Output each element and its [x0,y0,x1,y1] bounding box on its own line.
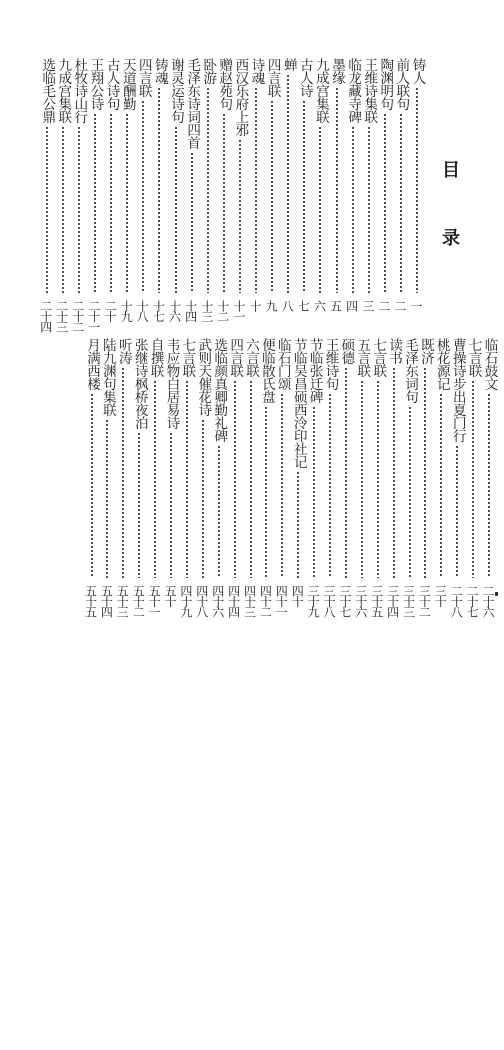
toc-entry-page: 三十八 [322,585,336,617]
toc-entry-title: 天道酬勤 [119,58,136,110]
toc-entry-title: 读书 [386,338,403,364]
toc-entry-page: 十八 [135,300,150,321]
toc-entry-title: 王维诗句 [322,338,339,390]
toc-entry-title: 临石鼓文 [481,338,498,390]
toc-entry-page: 十三 [199,300,214,321]
page-speck [495,592,498,596]
toc-entry-page: 十四 [183,300,198,321]
leader-dots [185,380,189,578]
leader-dots [328,393,332,578]
leader-dots [392,367,396,578]
toc-entry-page: 三十五 [369,585,384,617]
toc-entry-title: 墨缘 [329,58,345,84]
toc-entry-title: 赠赵苑句 [216,58,233,110]
toc-entry-title: 桃花源记 [433,338,450,390]
toc-entry-page: 二十三 [54,300,69,332]
leader-dots [471,380,475,578]
toc-entry-title: 硕德 [338,338,355,364]
toc-entry-title: 前人联句 [393,58,410,110]
toc-entry-page: 五 [328,300,343,311]
leader-dots [169,432,173,578]
toc-entry-title: 诗魂 [248,58,265,84]
toc-entry-page: 二十一 [87,300,101,332]
toc-entry-page: 三十六 [353,585,368,617]
leader-dots [415,87,419,293]
leader-dots [141,100,145,293]
toc-entry-title: 西汉乐府上邪 [232,58,249,136]
leader-dots [383,113,387,293]
leader-dots [302,100,306,293]
toc-entry-page: 二 [392,300,407,311]
toc-entry-page: 七 [296,300,311,311]
toc-entry-page: 三十七 [337,585,352,617]
leader-dots [286,74,290,293]
toc-entry-page: 二十八 [449,585,464,617]
toc-entry-title: 古人诗 [296,58,313,97]
leader-dots [455,445,459,578]
toc-entry-page: 二十 [103,300,118,321]
toc-entry-page: 二 [376,300,391,311]
toc-entry-page: 二十二 [70,300,85,332]
leader-dots [344,367,348,578]
toc-entry-title: 七言联 [370,338,387,377]
leader-dots [367,126,371,293]
toc-entry-page: 八 [280,300,295,311]
leader-dots [109,113,113,293]
leader-dots [270,100,274,293]
leader-dots [487,393,491,578]
toc-entry-title: 七言联 [179,338,196,377]
toc-entry-page: 十六 [167,300,182,321]
leader-dots [423,367,427,578]
leader-dots [121,367,125,578]
toc-entry-page: 四 [344,300,359,311]
leader-dots [153,380,157,578]
leader-dots [206,87,210,293]
leader-dots [312,406,316,578]
toc-entry-page: 六 [312,300,327,311]
leader-dots [174,126,178,293]
toc-entry-page: 二十七 [465,585,480,617]
leader-dots [217,445,221,578]
toc-entry-title: 听涛 [115,338,132,364]
toc-entry-page: 二十六 [481,585,495,617]
toc-entry-page: 十九 [119,300,134,321]
toc-entry-page: 四十八 [194,585,209,617]
toc-entry-title: 九成宫集联 [312,58,329,123]
leader-dots [360,380,364,578]
toc-entry-title: 卧游 [200,58,217,84]
toc-entry-page: 五十二 [131,585,146,617]
toc-entry-title: 便临散氏盘 [258,338,275,403]
leader-dots [280,393,284,578]
toc-entry-title: 临龙藏寺碑 [345,58,362,123]
toc-entry-title: 王翔公诗 [87,58,104,110]
toc-entry-page: 十二 [215,300,230,321]
toc-entry-title: 毛泽东诗词四首 [184,58,201,149]
toc-entry-title: 四言联 [264,58,281,97]
toc-entry-title: 四言联 [135,58,152,97]
toc-entry-title: 韦应物白居易诗 [163,338,180,429]
leader-dots [93,113,97,293]
toc-entry-page: 三十九 [306,585,321,617]
leader-dots [125,113,129,293]
toc-entry-title: 铸人 [409,58,426,84]
leader-dots [249,380,253,578]
toc-entry-page: 四十 [290,585,305,606]
toc-entry-title: 曹操诗步出夏门行 [449,338,466,442]
toc-entry-page: 三十 [433,585,448,606]
leader-dots [45,126,49,293]
toc-entry-page: 五十五 [83,585,98,617]
toc-entry-title: 六言联 [243,338,259,377]
leader-dots [408,406,412,578]
toc-entry-title: 月满西楼 [84,338,100,390]
toc-entry-title: 陶渊明句 [377,58,394,110]
toc-entry-page: 三十三 [401,585,416,617]
toc-entry-page: 十七 [151,300,166,321]
toc-entry-page: 五十四 [99,585,114,617]
toc-entry-title: 陆九渊句集联 [99,338,116,416]
toc-entry-page: 二十四 [38,300,53,332]
toc-entry-page: 十一 [231,300,246,321]
toc-entry-title: 毛泽东词句 [402,338,418,403]
toc-entry-page: 五十三 [115,585,130,617]
toc-entry-page: 三十二 [417,585,432,617]
toc-entry-title: 四言联 [227,338,244,377]
toc-entry-title: 张继诗枫桥夜泊 [131,338,148,429]
toc-entry-title: 蝉 [280,58,297,71]
toc-entry-page: 一 [409,300,423,311]
toc-entry-title: 选临毛公鼎 [39,58,56,123]
toc-entry-title: 临石门颂 [274,338,291,390]
toc-entry-page: 四十二 [258,585,273,617]
toc-entry-page: 四十九 [178,585,193,617]
toc-entry-title: 谢灵运诗句 [168,58,184,123]
toc-entry-title: 五言联 [354,338,371,377]
toc-entry-page: 五十 [163,585,177,606]
leader-dots [264,406,268,578]
leader-dots [351,126,355,293]
leader-dots [376,380,380,578]
toc-entry-title: 杜牧诗山行 [71,58,88,123]
toc-entry-title: 既济 [417,338,434,364]
leader-dots [77,126,81,293]
leader-dots [296,471,300,578]
toc-entry-title: 七言联 [465,338,482,377]
toc-entry-title: 自撰联 [147,338,164,377]
leader-dots [90,393,94,578]
toc-entry-page: 十 [248,300,262,311]
toc-entry-page: 四十一 [274,585,289,617]
leader-dots [105,419,109,578]
leader-dots [254,87,258,293]
leader-dots [233,380,237,578]
heading-char-lu: 录 [439,228,460,246]
toc-entry-title: 古人诗句 [103,58,120,110]
leader-dots [201,419,205,578]
toc-entry-title: 节临吴昌硕西泠印社记 [290,338,307,468]
toc-entry-title: 选临颜真卿勤礼碑 [211,338,228,442]
leader-dots [137,432,141,578]
heading-char-mu: 目 [439,160,460,178]
leader-dots [335,87,339,293]
leader-dots [318,126,322,293]
toc-entry-page: 五十一 [147,585,162,617]
toc-entry-page: 三 [360,300,375,311]
leader-dots [157,87,161,293]
toc-entry-page: 四十四 [226,585,241,617]
toc-entry-title: 铸魂 [151,58,168,84]
leader-dots [222,113,226,293]
toc-entry-page: 三十四 [385,585,400,617]
toc-entry-page: 九 [264,300,279,311]
leader-dots [238,139,242,293]
toc-entry-page: 四十六 [210,585,225,617]
toc-entry-page: 四十三 [242,585,257,617]
toc-entry-title: 武则天催花诗 [195,338,212,416]
leader-dots [61,126,65,293]
toc-entry-title: 九成宫集联 [55,58,72,123]
leader-dots [439,393,443,578]
leader-dots [399,113,403,293]
toc-entry-title: 节临张迁碑 [306,338,323,403]
leader-dots [190,152,194,293]
toc-entry-title: 王维诗集联 [361,58,378,123]
